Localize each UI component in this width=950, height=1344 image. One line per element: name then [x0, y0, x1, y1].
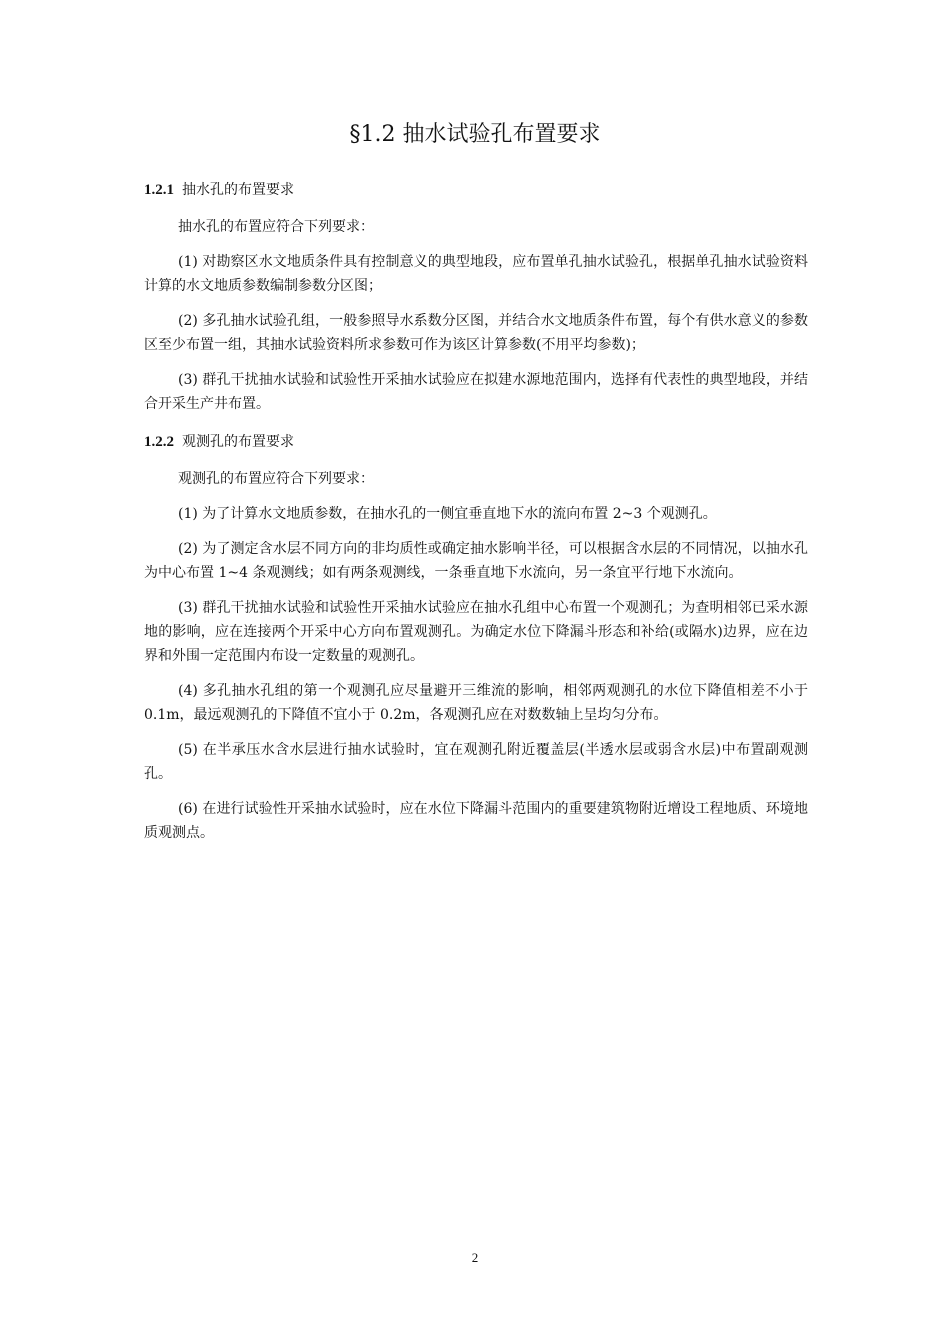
page-title: §1.2 抽水试验孔布置要求: [349, 122, 601, 147]
requirement-item: (2) 为了测定含水层不同方向的非均质性或确定抽水影响半径，可以根据含水层的不同情况，以抽水孔为中心布置 1~4 条观测线；如有两条观测线，一条垂直地下水流向，另一条宜平行地下水流向。: [144, 541, 808, 581]
requirement-item: (1) 为了计算水文地质参数，在抽水孔的一侧宜垂直地下水的流向布置 2~3 个观测孔。: [178, 506, 717, 522]
section-number: 1.2.1: [144, 182, 174, 198]
section-heading: [144, 175, 808, 205]
requirement-item: (3) 群孔干扰抽水试验和试验性开采抽水试验应在拟建水源地范围内，选择有代表性的典型地段，并结合开采生产井布置。: [144, 372, 808, 412]
section-1-2-1: [144, 175, 808, 416]
page-number: 2: [471, 1250, 479, 1265]
section-title: 抽水孔的布置要求: [182, 182, 294, 198]
requirement-item: (3) 群孔干扰抽水试验和试验性开采抽水试验应在抽水孔组中心布置一个观测孔；为查明相邻已采水源地的影响，应在连接两个开采中心方向布置观测孔。为确定水位下降漏斗形态和补给(或隔水)边界，应在边界和外围一定范围内布设一定数量的观测孔。: [144, 600, 808, 664]
section-title: 观测孔的布置要求: [182, 434, 294, 450]
section-intro: 观测孔的布置应符合下列要求：: [178, 471, 374, 487]
requirement-item: (2) 多孔抽水试验孔组，一般参照导水系数分区图，并结合水文地质条件布置，每个有供水意义的参数区至少布置一组，其抽水试验资料所求参数可作为该区计算参数(不用平均参数)；: [144, 313, 808, 353]
document-body: [144, 175, 808, 856]
section-heading: [144, 427, 808, 457]
requirement-item: (4) 多孔抽水孔组的第一个观测孔应尽量避开三维流的影响，相邻两观测孔的水位下降值相差不小于 0.1m，最远观测孔的下降值不宜小于 0.2m，各观测孔应在对数数轴上呈均匀分布。: [144, 683, 808, 723]
requirement-item: (1) 对勘察区水文地质条件具有控制意义的典型地段，应布置单孔抽水试验孔，根据单孔抽水试验资料计算的水文地质参数编制参数分区图；: [144, 254, 808, 294]
requirement-item: (6) 在进行试验性开采抽水试验时，应在水位下降漏斗范围内的重要建筑物附近增设工程地质、环境地质观测点。: [144, 801, 808, 841]
section-intro: 抽水孔的布置应符合下列要求：: [178, 219, 374, 235]
section-1-2-2: [144, 427, 808, 845]
section-number: 1.2.2: [144, 434, 174, 450]
requirement-item: (5) 在半承压水含水层进行抽水试验时，宜在观测孔附近覆盖层(半透水层或弱含水层)中布置副观测孔。: [144, 742, 808, 782]
